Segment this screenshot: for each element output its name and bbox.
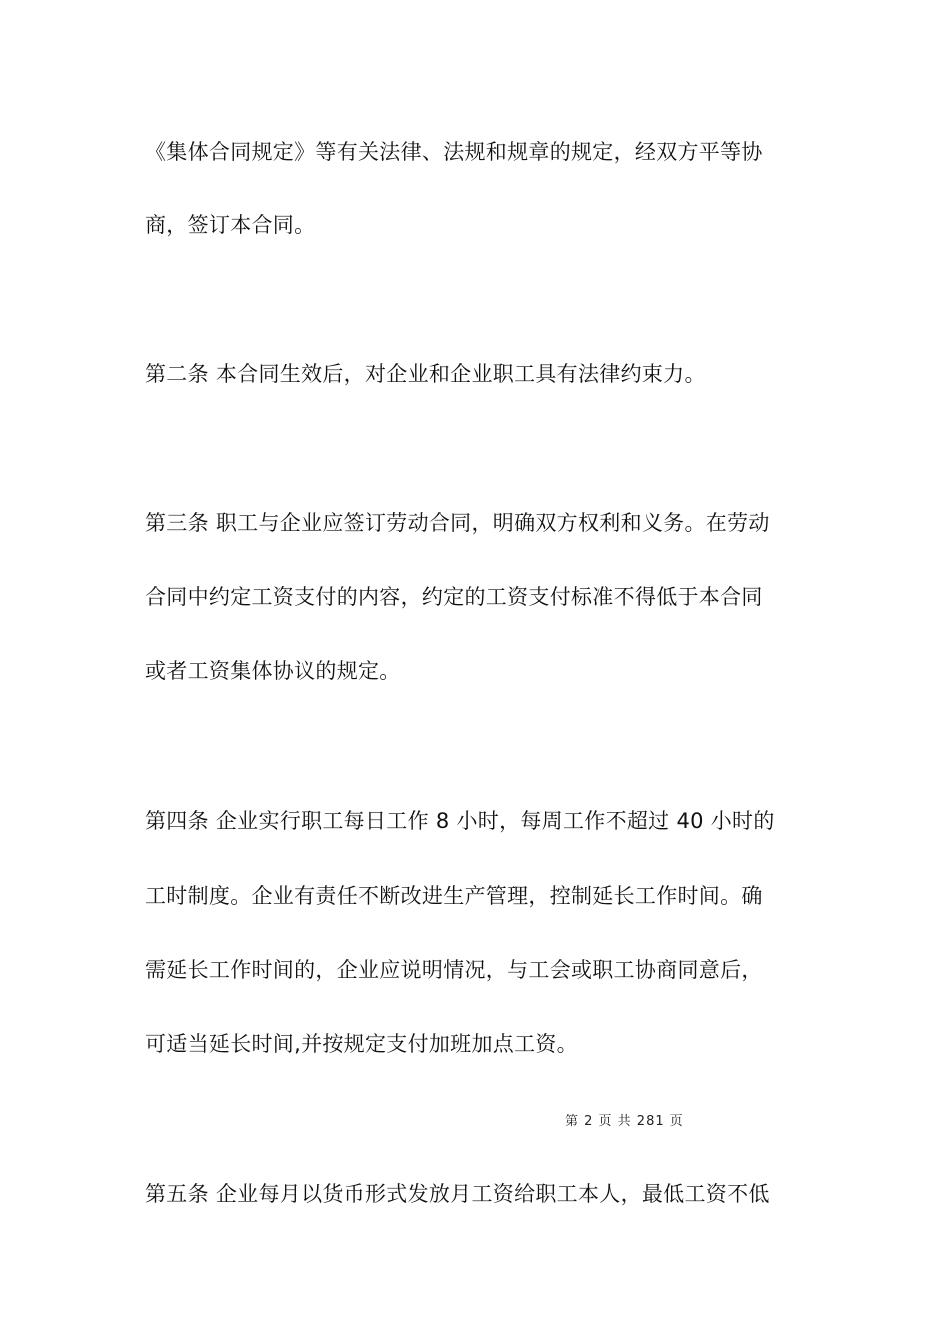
text-line: 需延长工作时间的，企业应说明情况，与工会或职工协商同意后， <box>145 958 763 982</box>
text-line: 第四条 企业实行职工每日工作 8 小时，每周工作不超过 40 小时的 <box>145 809 775 833</box>
text-line: 工时制度。企业有责任不断改进生产管理，控制延长工作时间。确 <box>145 884 763 908</box>
text-line: 第二条 本合同生效后，对企业和企业职工具有法律约束力。 <box>145 362 706 386</box>
page-number-footer: 第 2 页 共 281 页 <box>565 1114 684 1129</box>
text-line: 合同中约定工资支付的内容，约定的工资支付标准不得低于本合同 <box>145 585 763 609</box>
text-line: 《集体合同规定》等有关法律、法规和规章的规定，经双方平等协 <box>145 140 763 164</box>
text-line: 可适当延长时间,并按规定支付加班加点工资。 <box>145 1032 578 1056</box>
text-line: 商，签订本合同。 <box>145 213 316 237</box>
text-line: 第三条 职工与企业应签订劳动合同，明确双方权利和义务。在劳动 <box>145 511 770 535</box>
text-line: 或者工资集体协议的规定。 <box>145 659 401 683</box>
text-line: 第五条 企业每月以货币形式发放月工资给职工本人，最低工资不低 <box>145 1182 770 1206</box>
